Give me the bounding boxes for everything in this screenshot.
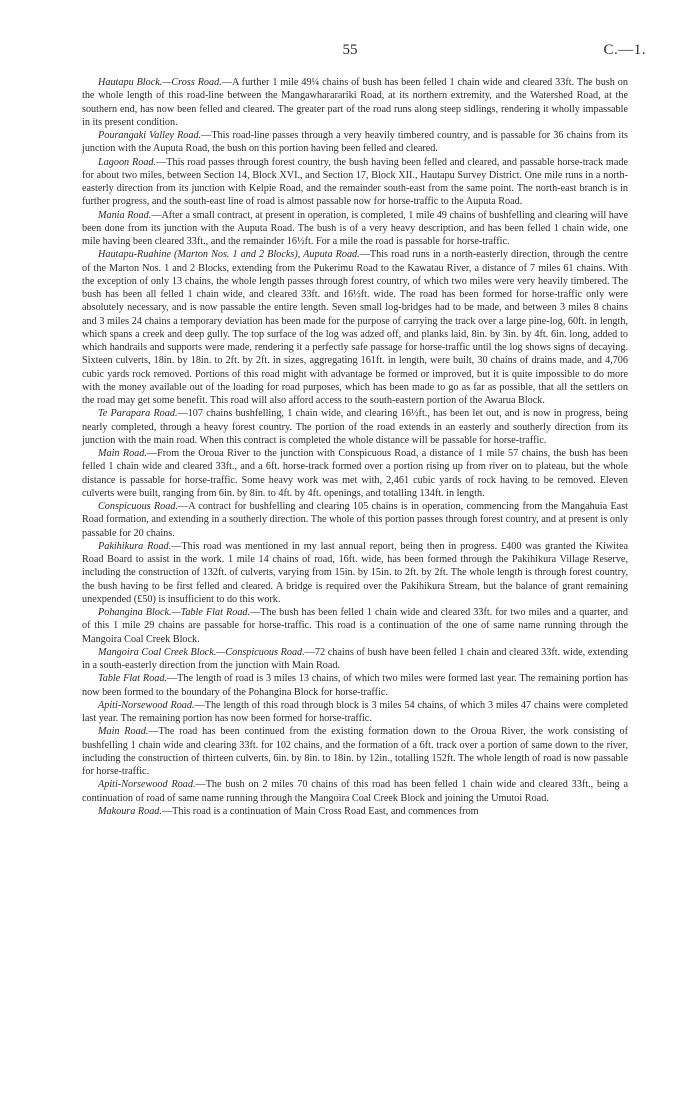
paragraph-text: —This road-line passes through a very heavily timbered country, and is passable for 36 chains from its junction with the Auputa Road, the bush on this portion having been felled and cleared. bbox=[82, 130, 628, 155]
paragraph-heading: Table Flat Road. bbox=[98, 673, 167, 685]
paragraph bbox=[82, 699, 628, 726]
paragraph-heading: Pakihikura Road. bbox=[98, 540, 172, 552]
paragraph bbox=[82, 646, 628, 673]
paragraph-text: —This road passes through forest country, the bush having been felled and cleared, and passable horse-track made for about two miles, between Section 14, Block XVI., and Section 17, Block XII., Hautapu Survey District. One mile runs in a north-easterly direction from its junction with Kelpie Road, and the remainder south-east from the same point. The north-east branch is in further progress, and the south-east line of road is almost passable now for horse-traffic to the Auputa Road. bbox=[82, 156, 628, 208]
paragraph bbox=[82, 209, 628, 249]
paragraph bbox=[82, 606, 628, 646]
paragraph-text: —72 chains of bush have been felled 1 chain and cleared 33ft. wide, extending in a south-easterly direction from the junction with Main Road. bbox=[82, 646, 628, 671]
paragraph-text: —The length of road is 3 miles 13 chains, of which two miles were formed last year. The remaining portion has now been formed to the boundary of the Pohangina Block for horse-traffic. bbox=[82, 673, 628, 698]
paragraph-heading: Lagoon Road. bbox=[98, 156, 157, 168]
paragraph bbox=[82, 156, 628, 209]
paragraph-text: —The bush on 2 miles 70 chains of this road has been felled 1 chain wide and cleared 33ft., being a continuation of road of same name running through the Mangoira Coal Creek Block and joining the Umutoi Road. bbox=[82, 779, 628, 804]
paragraph bbox=[82, 805, 628, 818]
paragraph bbox=[82, 725, 628, 778]
paragraph bbox=[82, 76, 628, 129]
paragraph bbox=[82, 500, 628, 540]
paragraph-text: —A further 1 mile 49¼ chains of bush has been felled 1 chain wide and cleared 33ft. The bush on the whole length of this road-line between the Mangawhararariki Road, at its northern extremity, and the Watershed Road, at the southern end, has now been felled and cleared. The greater part of the road runs along steep sidlings, rendering it wholly impassable in its present condition. bbox=[82, 77, 628, 128]
paragraph bbox=[82, 447, 628, 500]
document-body bbox=[82, 76, 628, 818]
paragraph bbox=[82, 778, 628, 805]
paragraph-heading: Te Parapara Road. bbox=[98, 408, 178, 420]
paragraph bbox=[82, 672, 628, 699]
paragraph-heading: Conspicuous Road. bbox=[98, 501, 179, 512]
paragraph-text: —A contract for bushfelling and clearing 105 chains is in operation, commencing from the Mangahuia East Road formation, and extending in a southerly direction. The whole of this portion passes through forest country, and at present is only passable for 20 chains. bbox=[82, 501, 628, 539]
paragraph-heading: Hautapu-Ruahine (Marton Nos. 1 and 2 Blocks), Auputa Road. bbox=[98, 249, 360, 261]
paragraph-text: —After a small contract, at present in operation, is completed, 1 mile 49 chains of bushfelling and clearing will have been done from its junction with the Auputa Road. The bush is of a very heavy description, and has been felled 1 chain wide, one mile having been cleared 33ft., and the remainder 16½ft. For a mile the road is passable for horse-traffic. bbox=[82, 209, 628, 247]
document-reference: C.—1. bbox=[603, 42, 646, 58]
paragraph bbox=[82, 540, 628, 606]
paragraph-text: —The bush has been felled 1 chain wide and cleared 33ft. for two miles and a quarter, and of this 1 mile 29 chains are passable for horse-traffic. This road is a continuation of the one of same name running through the Mangoira Coal Creek Block. bbox=[82, 607, 628, 645]
page-number: 55 bbox=[342, 42, 358, 58]
paragraph-text: —The road has been continued from the existing formation down to the Oroua River, the work consisting of bushfelling 1 chain wide and clearing 33ft. for 102 chains, and the formation of a 6ft. track over a portion of same down to the river, including the construction of thirteen culverts, 6in. by 8in. to 18in. by 12in., totalling 152ft. The whole length of road is now passable for horse-traffic. bbox=[82, 726, 629, 777]
paragraph bbox=[82, 248, 628, 407]
paragraph-heading: Apiti-Norsewood Road. bbox=[98, 699, 195, 711]
paragraph-heading: Pohangina Block.—Table Flat Road. bbox=[98, 607, 251, 618]
paragraph-text: —This road is a continuation of Main Cross Road East, and commences from bbox=[161, 805, 479, 817]
paragraph bbox=[82, 407, 628, 447]
paragraph-text: —The length of this road through block is 3 miles 54 chains, of which 3 miles 47 chains were completed last year. The remaining portion has now been formed for horse-traffic. bbox=[82, 699, 628, 724]
paragraph-heading: Makoura Road. bbox=[98, 805, 162, 817]
paragraph-text: —107 chains bushfelling, 1 chain wide, and clearing 16½ft., has been let out, and is now in progress, being nearly completed, through a heavy forest country. The portion of the road extends in an easterly and southerly direction from its junction with the main road. When this contract is completed the whole distance will be passable for horse-traffic. bbox=[82, 408, 628, 446]
paragraph-heading: Hautapu Block.—Cross Road. bbox=[98, 77, 222, 88]
paragraph-heading: Mangoira Coal Creek Block.—Conspicuous Road. bbox=[98, 646, 305, 658]
paragraph-text: —From the Oroua River to the junction with Conspicuous Road, a distance of 1 mile 57 chains, the bush has been felled 1 chain wide and cleared 33ft., and a 6ft. horse-track formed over a portion rising up from river on to plateau, but the whole distance is passable for horse-traffic. Some heavy work was met with, 2,461 cubic yards of rock having to be removed. Eleven culverts were built, ranging from 6in. by 8in. to 4ft. by 4ft. openings, and totalling 134ft. in length. bbox=[82, 448, 628, 499]
paragraph-text: —This road was mentioned in my last annual report, being then in progress. £400 was granted the Kiwitea Road Board to assist in the work. 1 mile 14 chains of road, 16ft. wide, has been formed through the Pakihikura Village Reserve, including the construction of 132ft. of culverts, varying from 15in. by 15in. to 2ft. by 2ft. The whole length is through forest country, the bush having to be first felled and cleared. A bridge is required over the Pakihikura Stream, but the balance of grant remaining unexpended (£50) is insufficient to do this work. bbox=[82, 540, 628, 605]
paragraph-heading: Main Road. bbox=[98, 448, 147, 459]
paragraph-text: —This road runs in a north-easterly direction, through the centre of the Marton Nos. 1 and 2 Blocks, extending from the Pukerimu Road to the Kawatau River, a distance of 7 miles 61 chains. With the exception of only 13 chains, the whole length passes through forest country, of which two miles were very heavily timbered. The bush has been all felled 1 chain wide, and cleared 33ft. and 16½ft. wide. The road has been formed for horse-traffic only were absolutely necessary, and is now passable the entire length. Seven small log-bridges had to be made, and between 3 miles 8 chains and 3 miles 24 chains a temporary deviation has been made for the purpose of carrying the track over a large pine-log, 60ft. in length, which spans a creek and deep gully. The top surface of the log was adzed off, and planks laid, 8in. by 3in. by 4ft. 6in. long, added to which handrails and supports were made, rendering it a perfectly safe passage for horse-traffic until the log shows signs of decaying. Sixteen culverts, 18in. by 18in. to 2ft. by 2ft. in sizes, aggregating 161ft. in length, were built, 30 chains of drains made, and 4,706 cubic yards rock removed. Portions of this road might with advantage be formed or improved, but it is quite impossible to do more with the money available out of the loading for road purposes, which has been made to go as far as possible, that all the settlers on the road may get some benefit. This road will also afford access to the south-eastern portion of the Awarua Block. bbox=[82, 249, 628, 406]
paragraph-heading: Pourangaki Valley Road. bbox=[98, 130, 202, 141]
paragraph bbox=[82, 129, 628, 156]
paragraph-heading: Main Road. bbox=[98, 726, 149, 738]
paragraph-heading: Mania Road. bbox=[98, 209, 152, 221]
paragraph-heading: Apiti-Norsewood Road. bbox=[98, 779, 196, 791]
